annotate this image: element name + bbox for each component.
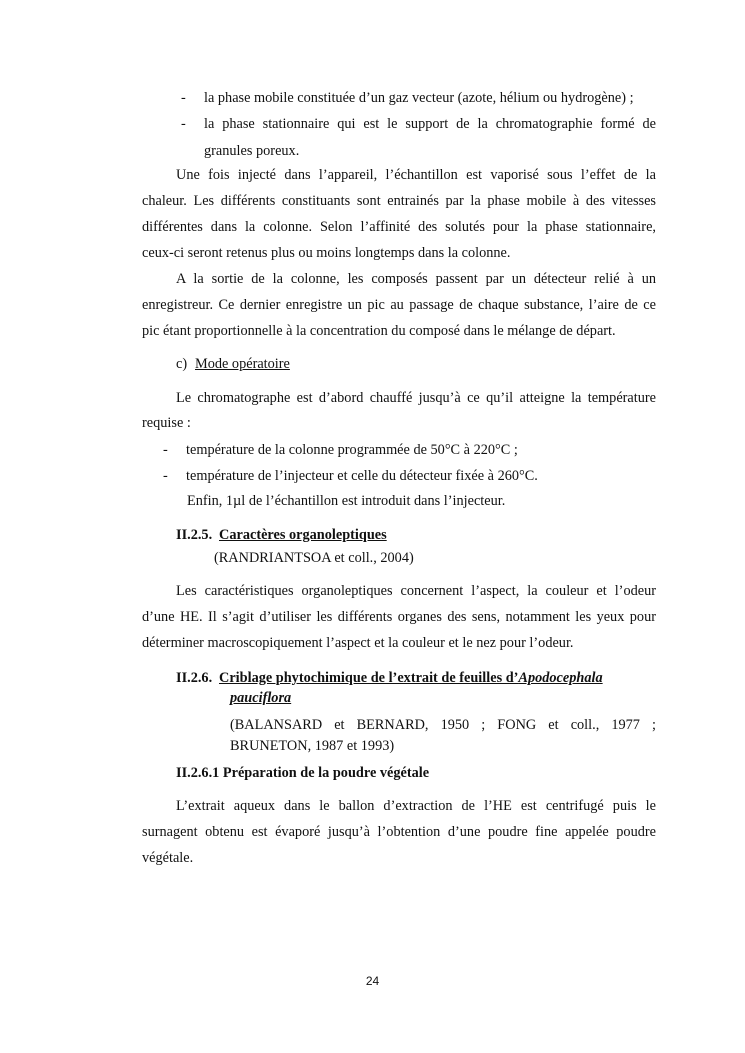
paragraph-line: déterminer macroscopiquement l’aspect et la couleur et le nez pour l’odeur. [142,635,574,651]
section-number: II.2.5. [176,527,213,543]
page-number: 24 [365,974,380,988]
list-item: la phase mobile constituée d’un gaz vecteur (azote, hélium ou hydrogène) ; [204,90,634,106]
section-title: Mode opératoire [195,356,290,372]
paragraph-line: ceux-ci seront retenus plus ou moins longtemps dans la colonne. [142,245,511,261]
list-item: température de la colonne programmée de 50°C à 220°C ; [186,442,518,458]
section-title [219,669,603,687]
paragraph-line: Le chromatographe est d’abord chauffé jusqu’à ce qu’il atteigne la température [176,390,656,406]
paragraph-line: Les caractéristiques organoleptiques concernent l’aspect, la couleur et l’odeur [176,583,656,599]
section-number: II.2.6. [176,670,213,686]
paragraph-line: surnagent obtenu est évaporé jusqu’à l’obtention d’une poudre fine appelée poudre [142,824,656,840]
list-dash: - [163,442,168,458]
paragraph-line: requise : [142,415,191,431]
section-marker: c) [176,356,188,372]
section-title: Caractères organoleptiques [219,527,387,543]
subsection-title: II.2.6.1 Préparation de la poudre végétale [176,765,430,781]
paragraph-line: pic étant proportionnelle à la concentration du composé dans le mélange de départ. [142,323,616,339]
reference-citation: (RANDRIANTSOA et coll., 2004) [214,550,414,566]
list-dash: - [181,90,186,106]
paragraph-line: L’extrait aqueux dans le ballon d’extraction de l’HE est centrifugé puis le [176,798,656,814]
paragraph-line: Une fois injecté dans l’appareil, l’échantillon est vaporisé sous l’effet de la [176,167,656,183]
paragraph-line: chaleur. Les différents constituants sont entrainés par la phase mobile à des vitesses [142,193,656,209]
paragraph-line: A la sortie de la colonne, les composés passent par un détecteur relié à un [176,271,656,287]
section-title-continuation: pauciflora [230,690,292,706]
paragraph-line: enregistreur. Ce dernier enregistre un pic au passage de chaque substance, l’aire de ce [142,297,656,313]
section-title-italic: Apodocephala [518,670,603,686]
paragraph-line: Enfin, 1µl de l’échantillon est introduit dans l’injecteur. [187,493,506,509]
list-item: température de l’injecteur et celle du détecteur fixée à 260°C. [186,468,538,484]
reference-citation: BRUNETON, 1987 et 1993) [230,738,395,754]
paragraph-line: différentes dans la colonne. Selon l’affinité des solutés pour la phase stationnaire, [142,219,656,235]
section-title-text: Criblage phytochimique de l’extrait de feuilles d’ [219,670,519,686]
list-item: la phase stationnaire qui est le support de la chromatographie formé de [204,116,656,132]
list-dash: - [163,468,168,484]
reference-citation: (BALANSARD et BERNARD, 1950 ; FONG et coll., 1977 ; [230,717,656,733]
paragraph-line: végétale. [142,850,194,866]
list-dash: - [181,116,186,132]
paragraph-line: d’une HE. Il s’agit d’utiliser les différents organes des sens, notamment les yeux pour [142,609,656,625]
list-item-continuation: granules poreux. [204,143,300,159]
